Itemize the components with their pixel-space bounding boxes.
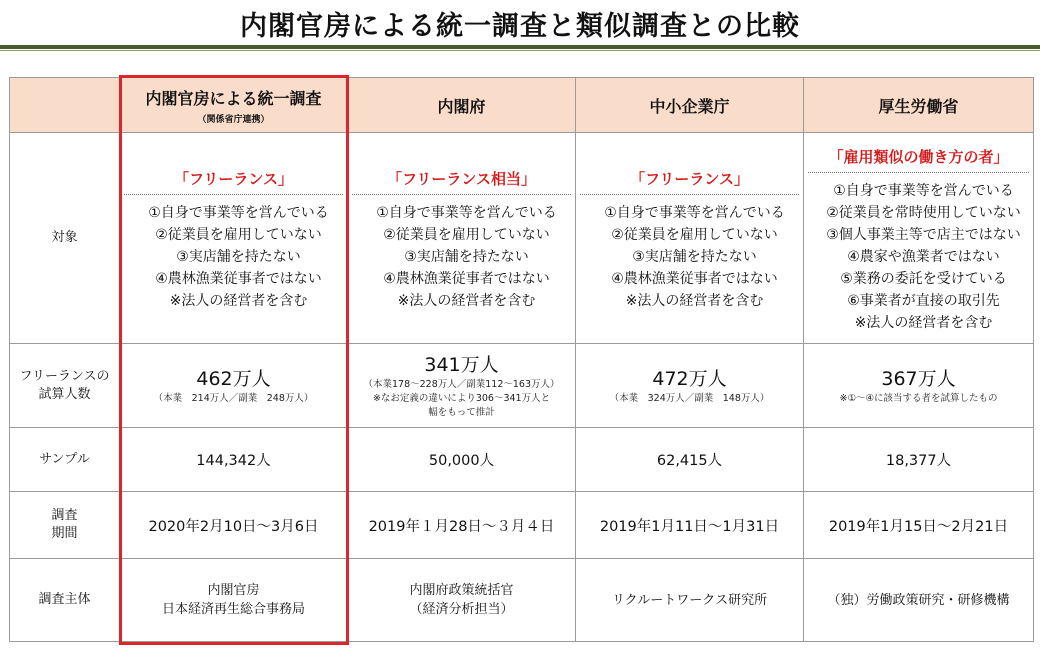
period-cell: 2019年1月11日～1月31日 (576, 492, 804, 559)
criteria-item: ①自身で事業等を営んでいる (148, 205, 329, 221)
definition-heading: 「フリーランス」 (580, 164, 799, 195)
organization-cell (348, 559, 576, 642)
estimate-value: 367万人 (881, 367, 956, 390)
row-label-target: 対象 (10, 133, 120, 344)
sample-cell: 144,342人 (120, 428, 348, 492)
header-label: 中小企業庁 (649, 96, 730, 116)
header-label: 内閣府 (437, 96, 486, 116)
title-underline (0, 45, 1040, 49)
row-label-line: 期間 (51, 526, 78, 541)
organization-line: リクルートワークス研究所 (611, 592, 768, 608)
criteria-item: ②従業員を常時使用していない (826, 205, 1021, 221)
estimate-breakdown: （本業178～228万人／副業112～163万人） (363, 378, 560, 390)
sample-row (10, 428, 1034, 492)
criteria-item: ④農林漁業従事者ではない (155, 271, 322, 287)
header-cabinet-office (348, 78, 576, 133)
header-label: 厚生労働省 (878, 96, 959, 116)
target-cell (804, 133, 1034, 344)
organization-cell (804, 559, 1034, 642)
criteria-list (348, 195, 575, 312)
criteria-item: ④農家や漁業者ではない (847, 249, 1000, 265)
criteria-item: ③実店舗を持たない (404, 249, 529, 265)
criteria-item: ⑥事業者が直接の取引先 (847, 293, 1000, 309)
criteria-item: ③個人事業主等で店主ではない (826, 227, 1021, 243)
header-mhlw (804, 78, 1034, 133)
organization-line: 内閣官房 (207, 583, 260, 598)
criteria-item: ④農林漁業従事者ではない (611, 271, 778, 287)
criteria-item: ③実店舗を持たない (632, 249, 757, 265)
sample-cell: 18,377人 (804, 428, 1034, 492)
estimate-cell (348, 344, 576, 428)
definition-heading: 「雇用類似の働き方の者」 (808, 142, 1029, 173)
estimate-value: 472万人 (652, 367, 727, 390)
estimate-breakdown: （本業 214万人／副業 248万人） (153, 392, 314, 404)
target-row (10, 133, 1034, 344)
criteria-note: ※法人の経営者を含む (169, 293, 308, 309)
estimate-cell (804, 344, 1034, 428)
page-title: 内閣官房による統一調査と類似調査との比較 (240, 11, 800, 42)
criteria-item: ②従業員を雇用していない (383, 227, 550, 243)
criteria-item: ③実店舗を持たない (176, 249, 301, 265)
target-cell (576, 133, 804, 344)
estimate-note: ※なお定義の違いにより306～341万人と (372, 392, 551, 404)
header-corner-cell (10, 78, 120, 133)
organization-row (10, 559, 1034, 642)
organization-line: （経済分析担当） (409, 602, 514, 617)
period-row (10, 492, 1034, 559)
organization-line: 内閣府政策統括官 (409, 583, 514, 598)
header-sublabel: （関係省庁連携） (197, 114, 270, 125)
period-cell: 2019年１月28日～３月４日 (348, 492, 576, 559)
row-label-line: フリーランスの (19, 368, 110, 384)
criteria-item: ②従業員を雇用していない (155, 227, 322, 243)
criteria-item: ①自身で事業等を営んでいる (376, 205, 557, 221)
definition-heading: 「フリーランス」 (124, 164, 343, 195)
header-row (10, 78, 1034, 133)
estimate-row (10, 344, 1034, 428)
row-label-period (10, 492, 120, 559)
criteria-item: ①自身で事業等を営んでいる (604, 205, 785, 221)
header-sme-agency (576, 78, 804, 133)
period-cell: 2020年2月10日～3月6日 (120, 492, 348, 559)
estimate-note: 幅をもって推計 (428, 406, 495, 418)
row-label-sample: サンプル (10, 428, 120, 492)
criteria-item: ④農林漁業従事者ではない (383, 271, 550, 287)
estimate-value: 462万人 (196, 367, 271, 390)
criteria-item: ①自身で事業等を営んでいる (833, 183, 1014, 199)
target-cell (348, 133, 576, 344)
criteria-note: ※法人の経営者を含む (397, 293, 536, 309)
criteria-list (576, 195, 803, 312)
estimate-value: 341万人 (424, 353, 499, 376)
organization-line: （独）労働政策研究・研修機構 (827, 592, 1010, 608)
definition-heading: 「フリーランス相当」 (352, 164, 571, 195)
estimate-breakdown: （本業 324万人／副業 148万人） (609, 392, 770, 404)
organization-cell (576, 559, 804, 642)
criteria-list (804, 173, 1033, 334)
row-label-line: 試算人数 (38, 386, 91, 402)
row-label-line: 調査 (51, 508, 78, 523)
period-cell: 2019年1月15日～2月21日 (804, 492, 1034, 559)
target-cell (120, 133, 348, 344)
criteria-note: ※法人の経営者を含む (625, 293, 764, 309)
title-underline-thin (0, 50, 1040, 51)
row-label-estimate (10, 344, 120, 428)
header-unified-survey (120, 78, 348, 133)
sample-cell: 50,000人 (348, 428, 576, 492)
criteria-note: ※法人の経営者を含む (854, 315, 993, 331)
criteria-item: ⑤業務の委託を受けている (840, 271, 1007, 287)
criteria-list (120, 195, 347, 312)
row-label-organization: 調査主体 (10, 559, 120, 642)
criteria-item: ②従業員を雇用していない (611, 227, 778, 243)
comparison-table (9, 77, 1034, 642)
estimate-cell (120, 344, 348, 428)
estimate-cell (576, 344, 804, 428)
estimate-note: ※①～④に該当する者を試算したもの (839, 392, 998, 404)
header-label: 内閣官房による統一調査 (145, 88, 322, 108)
sample-cell: 62,415人 (576, 428, 804, 492)
organization-cell (120, 559, 348, 642)
organization-line: 日本経済再生総合事務局 (161, 602, 305, 617)
